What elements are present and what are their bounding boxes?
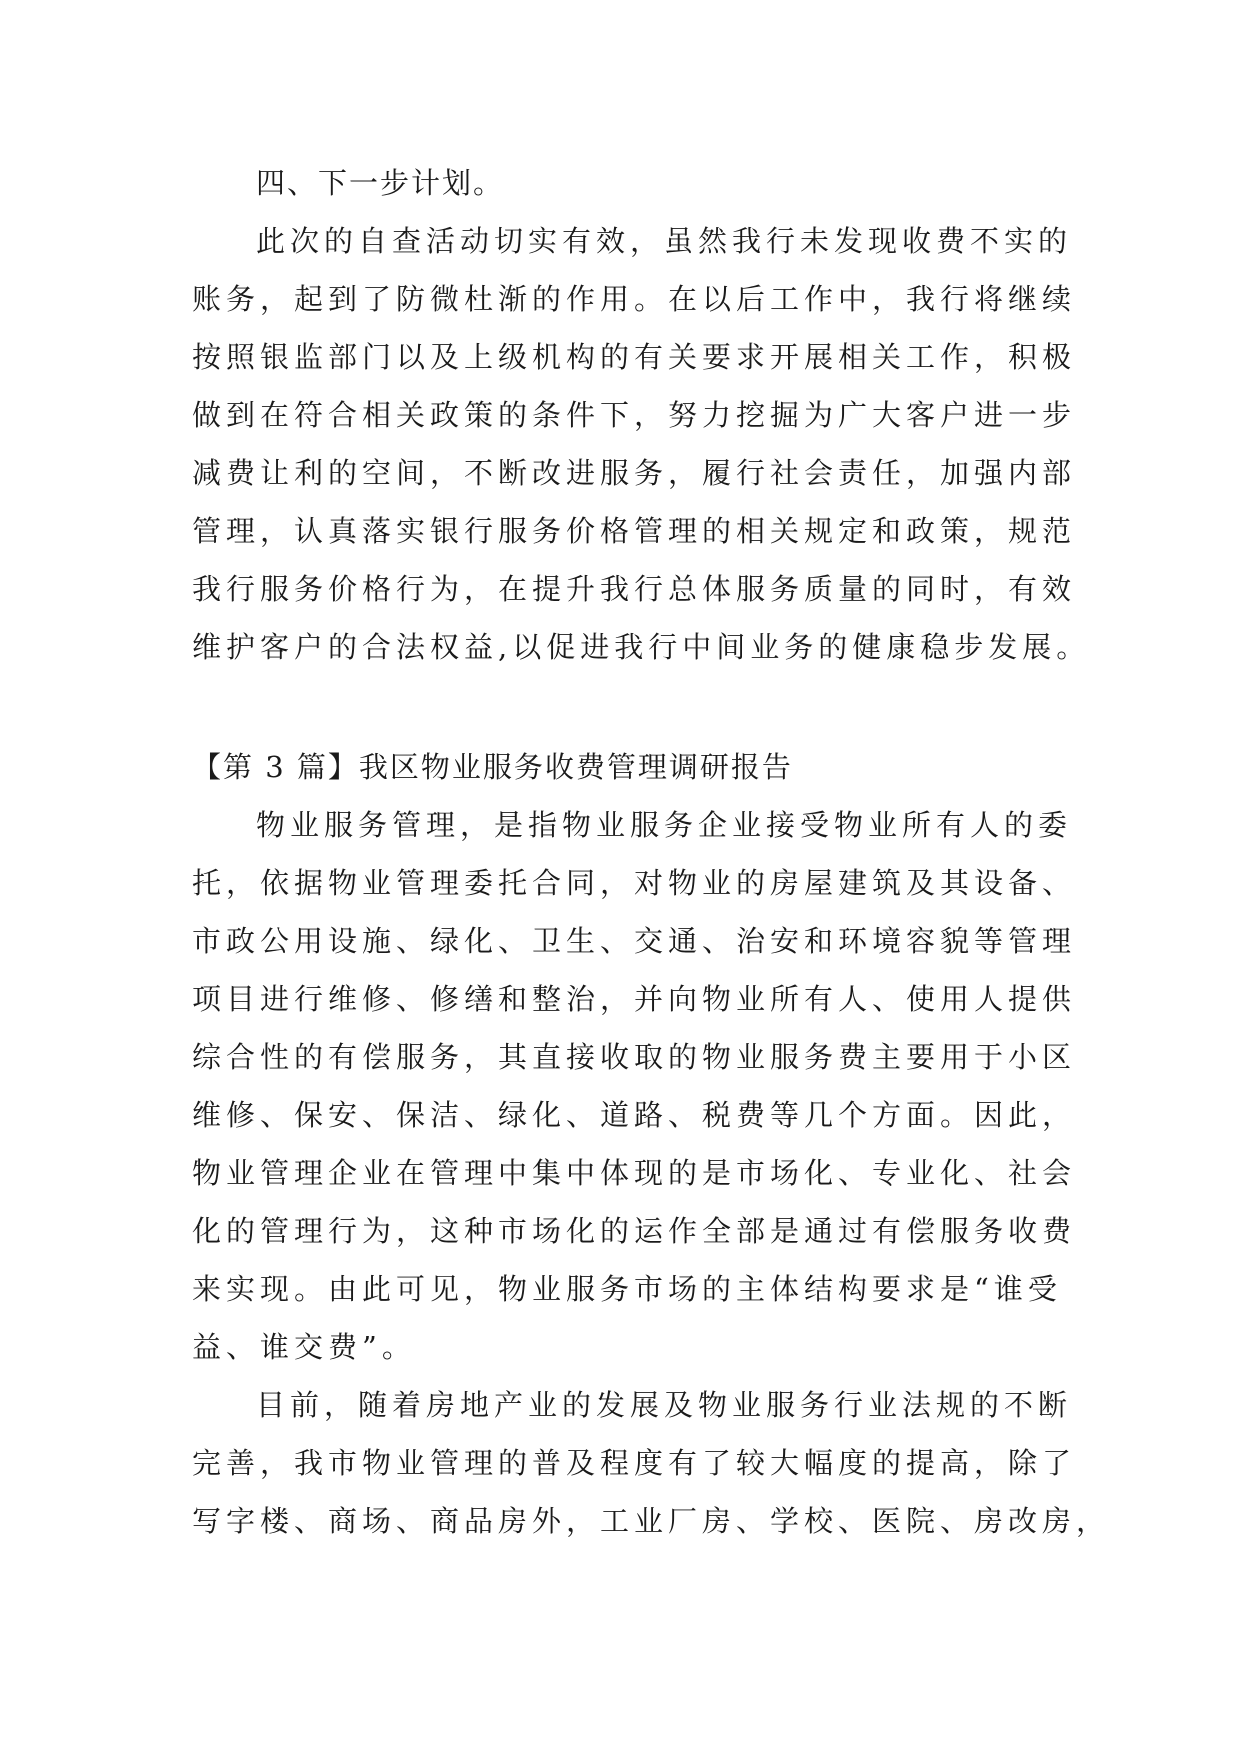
text-line: 来实现。由此可见，物业服务市场的主体结构要求是“谁受: [192, 1272, 1062, 1306]
text-line: 益、谁交费”。: [192, 1330, 416, 1364]
text-line: 目前，随着房地产业的发展及物业服务行业法规的不断: [256, 1388, 1073, 1422]
text-line: 我行服务价格行为，在提升我行总体服务质量的同时，有效: [192, 572, 1077, 606]
text-line: 项目进行维修、修缮和整治，并向物业所有人、使用人提供: [192, 982, 1077, 1016]
section-heading: 四、下一步计划。: [256, 166, 505, 200]
article-title: 【第 3 篇】我区物业服务收费管理调研报告: [192, 750, 793, 784]
text-line: 物业管理企业在管理中集中体现的是市场化、专业化、社会: [192, 1156, 1077, 1190]
text-line: 综合性的有偿服务，其直接收取的物业服务费主要用于小区: [192, 1040, 1077, 1074]
text-line: 市政公用设施、绿化、卫生、交通、治安和环境容貌等管理: [192, 924, 1077, 958]
article-three: [192, 738, 1111, 1550]
text-line: 做到在符合相关政策的条件下，努力挖掘为广大客户进一步: [192, 398, 1077, 432]
text-line: 物业服务管理，是指物业服务企业接受物业所有人的委: [256, 808, 1073, 842]
text-line: 账务，起到了防微杜渐的作用。在以后工作中，我行将继续: [192, 282, 1077, 316]
text-line: 减费让利的空间，不断改进服务，履行社会责任，加强内部: [192, 456, 1077, 490]
section-four: [192, 154, 1091, 676]
text-line: 写字楼、商场、商品房外，工业厂房、学校、医院、房改房，: [192, 1504, 1111, 1538]
text-line: 维护客户的合法权益,以促进我行中间业务的健康稳步发展。: [192, 630, 1091, 664]
text-line: 完善，我市物业管理的普及程度有了较大幅度的提高，除了: [192, 1446, 1077, 1480]
text-line: 按照银监部门以及上级机构的有关要求开展相关工作，积极: [192, 340, 1077, 374]
text-line: 化的管理行为，这种市场化的运作全部是通过有偿服务收费: [192, 1214, 1077, 1248]
text-line: 此次的自查活动切实有效，虽然我行未发现收费不实的: [256, 224, 1073, 258]
text-line: 管理，认真落实银行服务价格管理的相关规定和政策，规范: [192, 514, 1077, 548]
text-line: 维修、保安、保洁、绿化、道路、税费等几个方面。因此，: [192, 1098, 1077, 1132]
text-line: 托，依据物业管理委托合同，对物业的房屋建筑及其设备、: [192, 866, 1077, 900]
